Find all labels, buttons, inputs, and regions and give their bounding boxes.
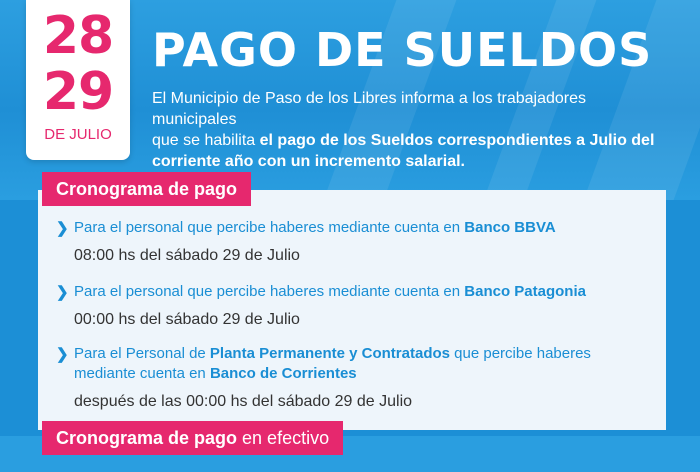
- intro-line-3-bold: corriente año con un incremento salarial.: [152, 153, 465, 170]
- chevron-right-icon: ❯: [56, 284, 69, 301]
- chevron-right-icon: ❯: [56, 346, 69, 363]
- cash-heading-normal: en efectivo: [237, 428, 330, 448]
- date-day-1: 28: [42, 6, 114, 66]
- schedule-item-head: [56, 218, 656, 238]
- schedule-heading-text: Cronograma de pago: [56, 179, 238, 199]
- date-day-2: 29: [42, 62, 114, 122]
- schedule-item-label: mediante cuenta en: [74, 365, 210, 382]
- intro-text: [152, 88, 672, 172]
- intro-line-2-bold: el pago de los Sueldos correspondientes a Julio del: [259, 132, 655, 149]
- schedule-item-label: Para el Personal de: [74, 345, 210, 362]
- staff-type: Planta Permanente y Contratados: [209, 345, 450, 362]
- schedule-heading: [42, 172, 251, 206]
- schedule-item-label: que percibe haberes: [450, 345, 591, 362]
- schedule-item: [56, 282, 656, 330]
- schedule-item: [56, 344, 656, 412]
- date-month: DE JULIO: [44, 126, 112, 143]
- schedule-item-time: 08:00 hs del sábado 29 de Julio: [74, 247, 300, 264]
- date-card: [26, 0, 130, 160]
- schedule-item-head: [56, 344, 656, 384]
- intro-line-1: El Municipio de Paso de los Libres informa a los trabajadores municipales: [152, 90, 587, 128]
- schedule-item: [56, 218, 656, 266]
- bank-name: Banco Patagonia: [464, 283, 586, 300]
- schedule-item-label: Para el personal que percibe haberes mediante cuenta en: [74, 283, 465, 300]
- cash-schedule-heading: [42, 421, 343, 455]
- schedule-item-label: Para el personal que percibe haberes mediante cuenta en: [74, 219, 465, 236]
- schedule-item-time: 00:00 hs del sábado 29 de Julio: [74, 311, 300, 328]
- bank-name: Banco BBVA: [464, 219, 556, 236]
- schedule-item-time: después de las 00:00 hs del sábado 29 de Julio: [74, 393, 413, 410]
- cash-heading-bold: Cronograma de pago: [56, 428, 238, 448]
- bank-name: Banco de Corrientes: [209, 365, 357, 382]
- schedule-item-head: [56, 282, 656, 302]
- page-title: PAGO DE SUELDOS: [152, 23, 653, 77]
- chevron-right-icon: ❯: [56, 220, 69, 237]
- intro-line-2: que se habilita: [152, 132, 260, 149]
